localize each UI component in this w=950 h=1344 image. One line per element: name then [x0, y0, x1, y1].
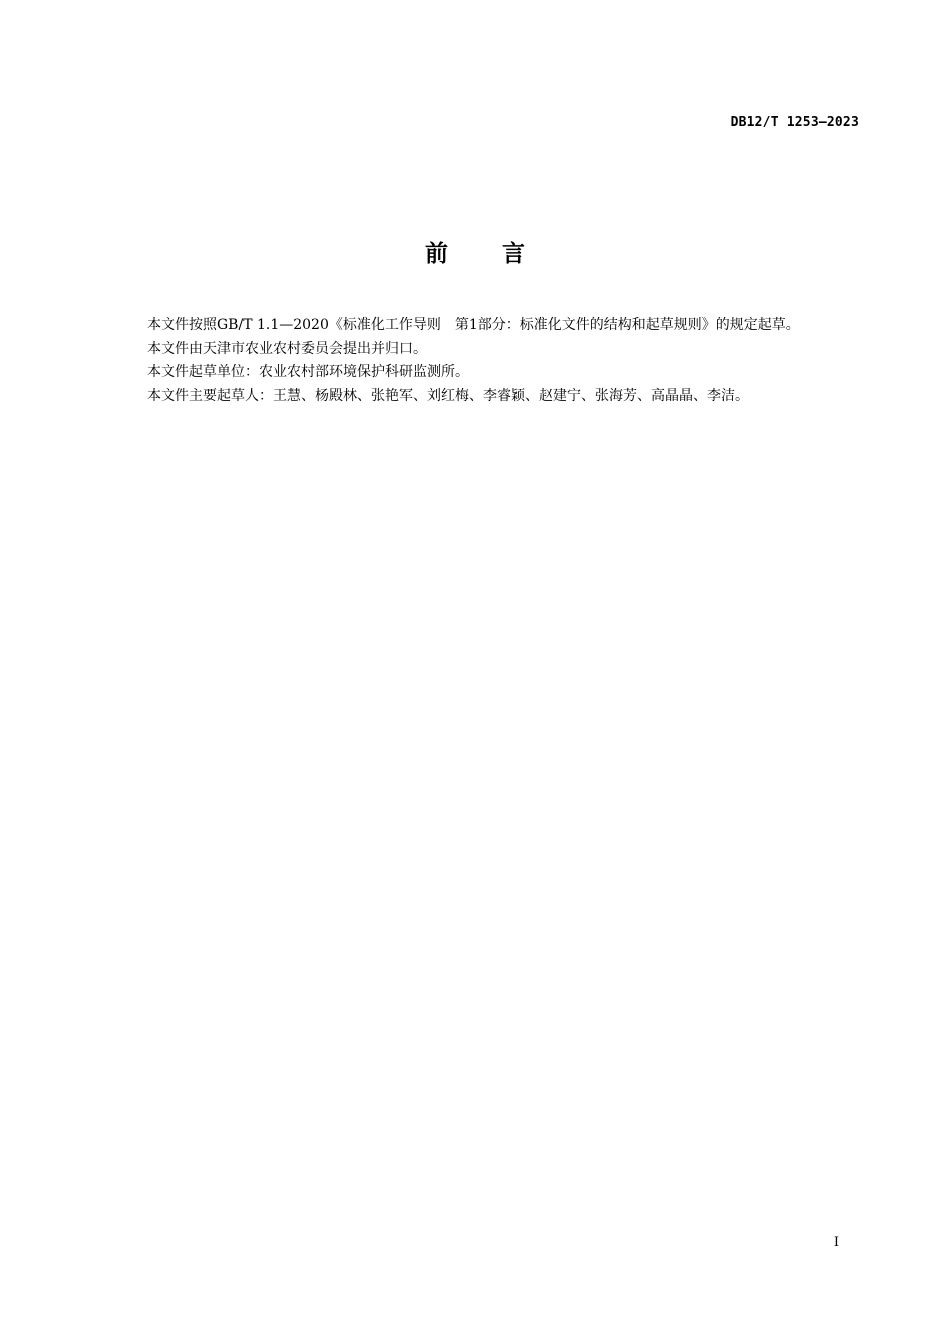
- paragraph-drafters: 本文件主要起草人：王慧、杨殿林、张艳军、刘红梅、李睿颖、赵建宁、张海芳、高晶晶、李洁。: [147, 387, 749, 404]
- page-number: I: [833, 1235, 839, 1250]
- paragraph-drafting-unit: 本文件起草单位：农业农村部环境保护科研监测所。: [147, 364, 469, 380]
- page-title: 前言: [425, 241, 579, 267]
- paragraph-drafting-rules: 本文件按照GB/T 1.1—2020《标准化工作导则 第1部分：标准化文件的结构和起草规则》的规定起草。: [147, 317, 800, 333]
- paragraph-proposer: 本文件由天津市农业农村委员会提出并归口。: [147, 340, 427, 357]
- foreword-body: [113, 314, 860, 408]
- document-code: DB12/T 1253—2023: [730, 115, 859, 130]
